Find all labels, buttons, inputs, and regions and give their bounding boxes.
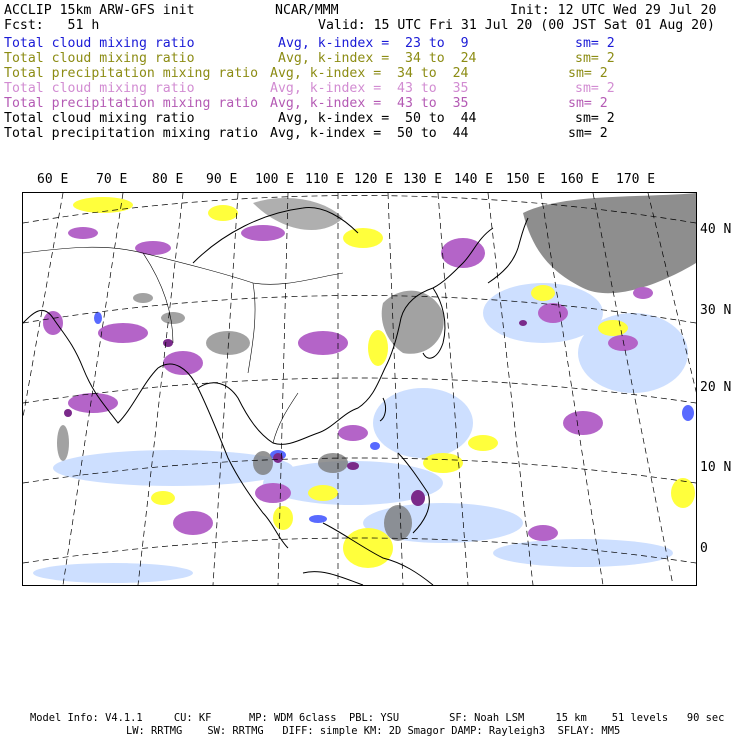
- lat-label-20n: 20 N: [700, 380, 732, 395]
- lon-label-170e: 170 E: [616, 172, 656, 187]
- lon-label-150e: 150 E: [506, 172, 546, 187]
- legend-row-2-name: Total cloud mixing ratio: [4, 51, 195, 66]
- legend-row-2-sm: sm= 2: [575, 51, 615, 66]
- legend-row-5-sm: sm= 2: [568, 96, 608, 111]
- legend-row-4-sm: sm= 2: [575, 81, 615, 96]
- legend-row-1-avg: Avg, k-index = 23 to 9: [278, 36, 469, 51]
- model-info-line-2: LW: RRTMG SW: RRTMG DIFF: simple KM: 2D Smagor DAMP: Rayleigh3 SFLAY: MM5: [126, 725, 621, 737]
- legend-row-4-avg: Avg, k-index = 43 to 35: [270, 81, 469, 96]
- legend-row-6-sm: sm= 2: [575, 111, 615, 126]
- legend-row-1-name: Total cloud mixing ratio: [4, 36, 195, 51]
- lon-label-120e: 120 E: [354, 172, 394, 187]
- legend-row-3-name: Total precipitation mixing ratio: [4, 66, 259, 81]
- lon-label-60e: 60 E: [37, 172, 69, 187]
- forecast-hour: Fcst: 51 h: [4, 18, 100, 33]
- lon-label-140e: 140 E: [454, 172, 494, 187]
- legend-row-6-name: Total cloud mixing ratio: [4, 111, 195, 126]
- legend-row-5-avg: Avg, k-index = 43 to 35: [270, 96, 469, 111]
- lon-label-70e: 70 E: [96, 172, 128, 187]
- legend-row-5-name: Total precipitation mixing ratio: [4, 96, 259, 111]
- valid-time: Valid: 15 UTC Fri 31 Jul 20 (00 JST Sat 01 Aug 20): [318, 18, 715, 33]
- lon-label-100e: 100 E: [255, 172, 295, 187]
- legend-row-4-name: Total cloud mixing ratio: [4, 81, 195, 96]
- lat-label-0: 0: [700, 541, 708, 556]
- legend-row-7-name: Total precipitation mixing ratio: [4, 126, 259, 141]
- legend-row-7-avg: Avg, k-index = 50 to 44: [270, 126, 469, 141]
- legend-row-7-sm: sm= 2: [568, 126, 608, 141]
- lat-label-10n: 10 N: [700, 460, 732, 475]
- lon-label-160e: 160 E: [560, 172, 600, 187]
- lon-label-110e: 110 E: [305, 172, 345, 187]
- lat-label-30n: 30 N: [700, 303, 732, 318]
- lon-label-90e: 90 E: [206, 172, 238, 187]
- legend-row-6-avg: Avg, k-index = 50 to 44: [278, 111, 477, 126]
- lon-label-130e: 130 E: [403, 172, 443, 187]
- lon-label-80e: 80 E: [152, 172, 184, 187]
- legend-row-3-avg: Avg, k-index = 34 to 24: [270, 66, 469, 81]
- forecast-map: [22, 192, 697, 586]
- legend-row-2-avg: Avg, k-index = 34 to 24: [278, 51, 477, 66]
- organization-label: NCAR/MMM: [275, 3, 339, 18]
- init-time: Init: 12 UTC Wed 29 Jul 20: [510, 3, 717, 18]
- lat-label-40n: 40 N: [700, 222, 732, 237]
- legend-row-3-sm: sm= 2: [568, 66, 608, 81]
- legend-row-1-sm: sm= 2: [575, 36, 615, 51]
- model-title: ACCLIP 15km ARW-GFS init: [4, 3, 195, 18]
- model-info-line-1: Model Info: V4.1.1 CU: KF MP: WDM 6class PBL: YSU SF: Noah LSM 15 km 51 levels 90 sec: [30, 712, 725, 724]
